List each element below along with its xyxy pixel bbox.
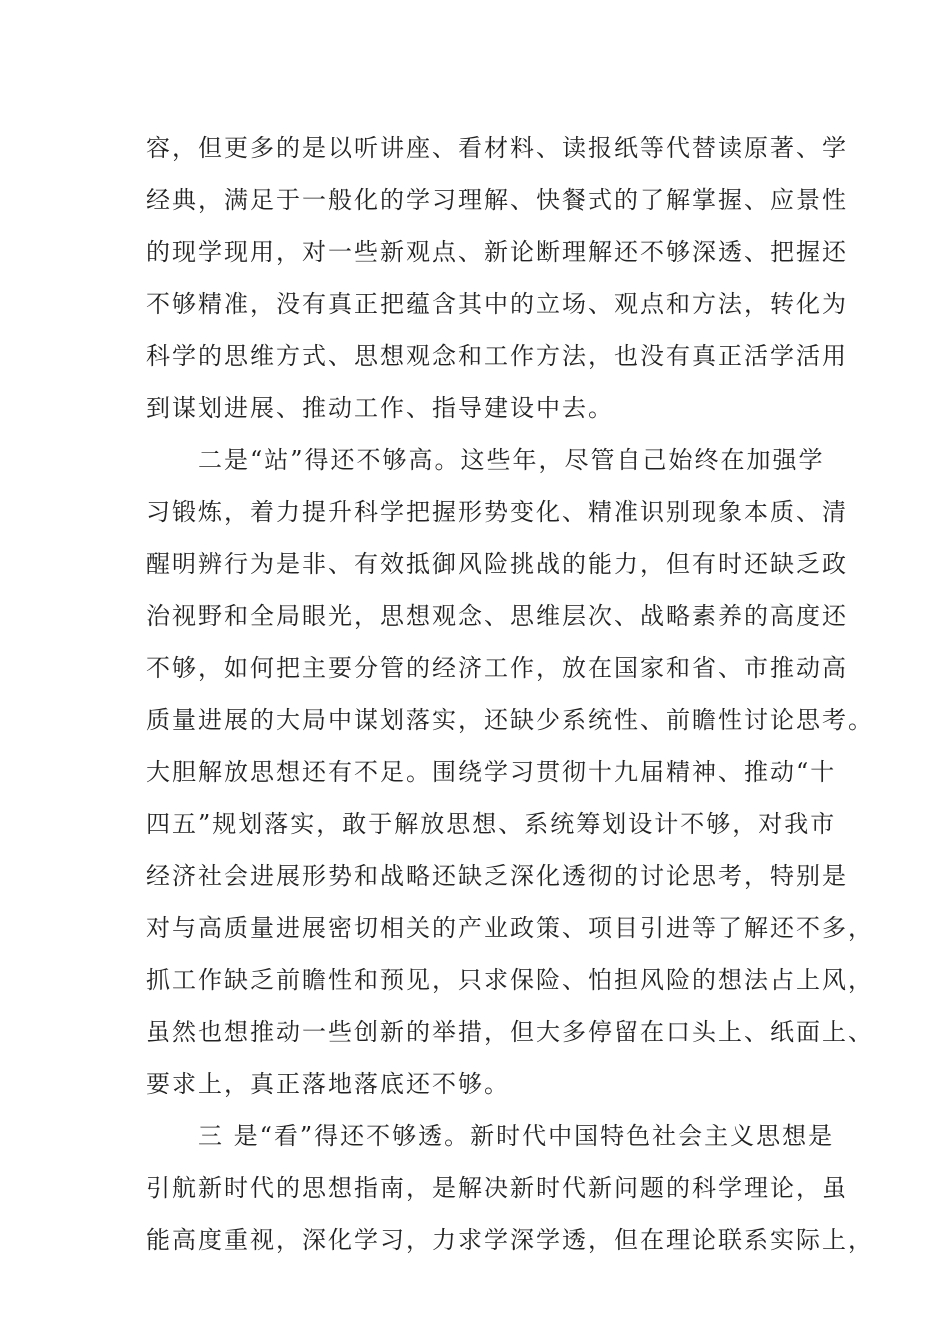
text-line: 大胆解放思想还有不足。围绕学习贯彻十九届精神、推动“十 bbox=[146, 758, 837, 786]
text-line: 引航新时代的思想指南，是解决新时代新问题的科学理论，虽 bbox=[146, 1174, 848, 1202]
text-line: 质量进展的大局中谋划落实，还缺少系统性、前瞻性讨论思考。 bbox=[146, 706, 874, 734]
text-line: 经济社会进展形势和战略还缺乏深化透彻的讨论思考，特别是 bbox=[146, 862, 848, 890]
text-line: 能高度重视，深化学习，力求学深学透，但在理论联系实际上， bbox=[146, 1226, 874, 1254]
text-line: 治视野和全局眼光，思想观念、思维层次、战略素养的高度还 bbox=[146, 602, 848, 630]
text-line: 醒明辨行为是非、有效抵御风险挑战的能力，但有时还缺乏政 bbox=[146, 550, 848, 578]
text-line: 不够精准，没有真正把蕴含其中的立场、观点和方法，转化为 bbox=[146, 290, 848, 318]
text-line: 的现学现用，对一些新观点、新论断理解还不够深透、把握还 bbox=[146, 238, 848, 266]
text-line: 对与高质量进展密切相关的产业政策、项目引进等了解还不多， bbox=[146, 914, 874, 942]
text-line: 虽然也想推动一些创新的举措，但大多停留在口头上、纸面上、 bbox=[146, 1018, 874, 1046]
body-text bbox=[146, 122, 874, 1266]
text-line: 四五”规划落实，敢于解放思想、系统筹划设计不够，对我市 bbox=[146, 810, 837, 838]
paragraph-start-line: 二是“站”得还不够高。这些年，尽管自己始终在加强学 bbox=[198, 446, 825, 474]
text-line: 不够，如何把主要分管的经济工作，放在国家和省、市推动高 bbox=[146, 654, 848, 682]
text-line: 到谋划进展、推动工作、指导建设中去。 bbox=[146, 394, 614, 422]
text-line: 抓工作缺乏前瞻性和预见，只求保险、怕担风险的想法占上风， bbox=[146, 966, 874, 994]
text-line: 经典，满足于一般化的学习理解、快餐式的了解掌握、应景性 bbox=[146, 186, 848, 214]
paragraph-start-line: 三 是“看”得还不够透。新时代中国特色社会主义思想是 bbox=[198, 1122, 835, 1150]
text-line: 容，但更多的是以听讲座、看材料、读报纸等代替读原著、学 bbox=[146, 134, 848, 162]
text-line: 科学的思维方式、思想观念和工作方法，也没有真正活学活用 bbox=[146, 342, 848, 370]
text-line: 习锻炼，着力提升科学把握形势变化、精准识别现象本质、清 bbox=[146, 498, 848, 526]
text-line: 要求上，真正落地落底还不够。 bbox=[146, 1070, 510, 1098]
